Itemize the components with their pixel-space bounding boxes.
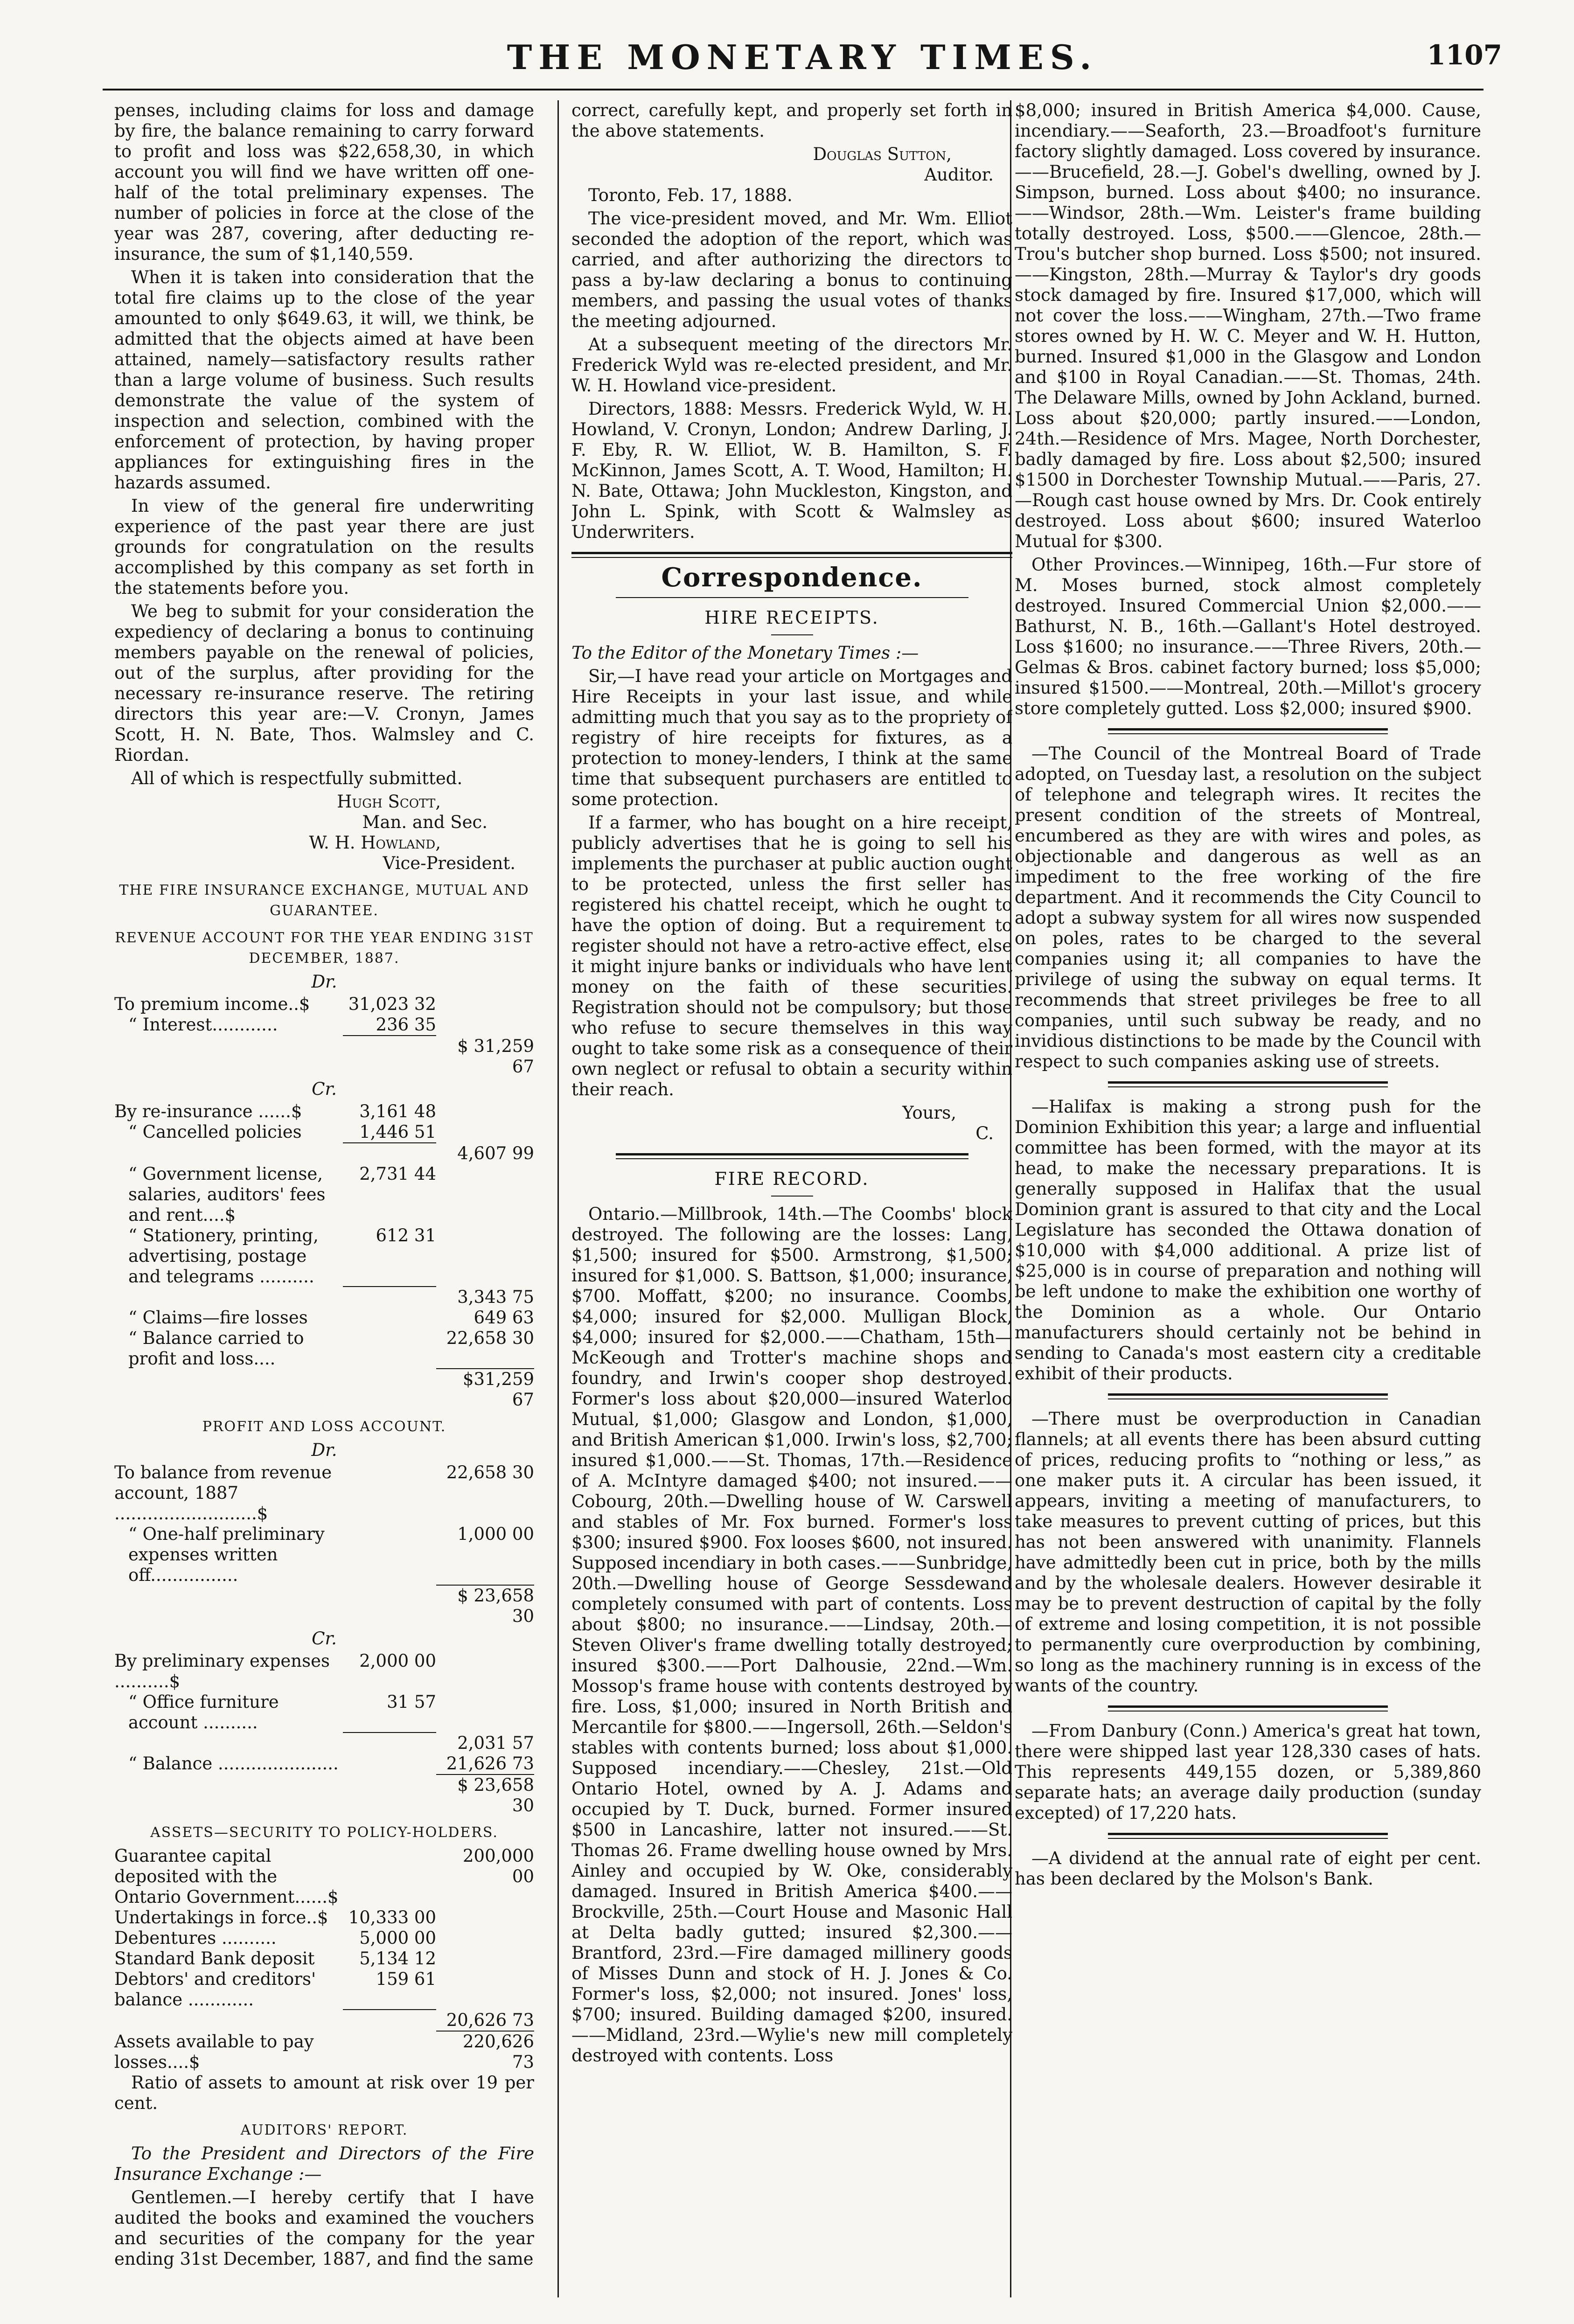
section-rule <box>1108 1833 1388 1839</box>
paragraph: —Halifax is making a strong push for the Dominion Exhibition this year; a large and influential committee has been formed, with the mayor at its head, to make the necessary preparations. It is generally supposed in Halifax that the usual Dominion grant is assured to that city and the Local Legislature has seconded the Ottawa donation of $10,000 with $4,000 additional. A prize list of $25,000 is in course of preparation and nothing will be left undone to make the exhibition one worthy of the Dominion as a whole. Our Ontario manufacturers should certainly not be behind in sending to Canada's most eastern city a creditable exhibit of their products. <box>1015 1097 1481 1384</box>
short-rule <box>771 1196 813 1197</box>
paragraph: —There must be overproduction in Canadian flannels; at all events there has been absurd cutting of prices, reducing profits to “nothing or less,” as one maker puts it. A circular has been issued, it appears, inviting a meeting of manufacturers, to take measures to prevent cutting of prices, but this has not been answered with unanimity. Flannels have admittedly been cut in price, both by the mills and by the wholesale dealers. However desirable it may be to prevent destruction of capital by the folly of extreme and losing competition, it is not possible to permanently cure overproduction by combining, so long as the machinery running is in excess of the wants of the country. <box>1015 1409 1481 1696</box>
masthead <box>103 33 1502 98</box>
signatory-name: W. H. Howland, <box>309 833 441 853</box>
column-divider <box>557 100 559 2297</box>
short-rule <box>771 634 813 635</box>
debit-label: Dr. <box>311 972 337 992</box>
account-row: $ 23,658 30 <box>457 1586 534 1626</box>
assets-table <box>114 1846 534 2073</box>
closing: Yours, <box>902 1103 956 1123</box>
credit-label: Cr. <box>312 1079 337 1099</box>
page-number: 1107 <box>1427 39 1502 71</box>
paragraph: Sir,—I have read your article on Mortgages and Hire Receipts in your last issue, and while admitting much that you say as to the propriety of registry of hire receipts for fixtures, as a protection to money-lenders, I think at the same time that subsequent purchasers are entitled to some protection. <box>571 666 1012 809</box>
account-row: To balance from revenue account, 1887 ..........................$ 22,658 30 <box>114 1462 534 1524</box>
account-row: Undertakings in force..$ 10,333 00 <box>114 1907 436 1927</box>
address-line: To the Editor of the Monetary Times :— <box>571 643 919 663</box>
account-row: “ Balance ...................... 21,626 73 <box>114 1753 534 1775</box>
section-rule <box>616 597 968 598</box>
account-row: “ Government license, salaries, auditors' fees and rent....$ 2,731 44 <box>128 1164 436 1225</box>
paragraph: —A dividend at the annual rate of eight per cent. has been declared by the Molson's Bank. <box>1015 1848 1481 1889</box>
signatory-name: Douglas Sutton, <box>813 144 952 164</box>
section-caption: PROFIT AND LOSS ACCOUNT. <box>202 1419 446 1435</box>
account-row: By re-insurance ......$ 3,161 48 <box>114 1101 436 1121</box>
account-row: “ Balance carried to profit and loss.... 22,658 30 <box>128 1328 534 1369</box>
account-row: “ Cancelled policies 1,446 51 <box>114 1122 534 1143</box>
paragraph: correct, carefully kept, and properly set forth in the above statements. <box>571 100 1012 141</box>
paragraph: Other Provinces.—Winnipeg, 16th.—Fur store of M. Moses burned, stock almost completely destroyed. Insured Commercial Union $2,000.——Bathurst, N. B., 16th.—Gallant's Hotel destroyed. Loss $1600; no insurance.——Three Rivers, 20th.—Gelmas & Bros. cabinet factory burned; loss $5,000; insured $1500.——Montreal, 20th.—Millot's grocery store completely gutted. Loss $2,000; insured $900. <box>1015 555 1481 718</box>
section-rule <box>616 1153 968 1159</box>
paragraph: Ontario.—Millbrook, 14th.—The Coombs' block destroyed. The following are the losses: Lang, $1,500; insured for $500. Armstrong, $1,500; insured for $1,000. S. Battson, $1,000; insurance, $700. Moffatt, $200; no insurance. Coombs, $4,000; insured for $2,000. Mulligan Block, $4,000; insured for $2,000.——Chatham, 15th—McKeough and Trotter's machine shops and foundry, and Irwin's cooper shop destroyed. Former's loss about $20,000—insured Waterloo Mutual, $1,000; Glasgow and London, $1,000, and British American $1,000. Irwin's loss, $2,700; insured $1,000.——St. Thomas, 17th.—Residence of A. McIntyre damaged $400; not insured.——Cobourg, 20th.—Dwelling house of W. Carswell and stables of Mr. Fox burned. Former's loss $300; insured $900. Fox looses $600, not insured. Supposed incendiary in both cases.——Sunbridge, 20th.—Dwelling house of George Sessdewand completely consumed with part of contents. Loss about $800; no insurance.——Lindsay, 20th.—Steven Oliver's frame dwelling totally destroyed; insured $300.——Port Dalhousie, 22nd.—Wm. Mossop's frame house with contents destroyed by fire. Loss, $1,000; insured in North British and Mercantile for $800.——Ingersoll, 26th.—Seldon's stables with contents burned; loss about $1,000. Supposed incendiary.——Chesley, 21st.—Old Ontario Hotel, owned by A. J. Adams and occupied by T. Duck, burned. Former insured $500 in Lancashire, latter not insured.——St. Thomas 26. Frame dwelling house owned by Mrs. Ainley and occupied by W. Oke, considerably damaged. Insured in British America $400.——Brockville, 25th.—Court House and Masonic Hall at Delta badly gutted; insured $2,300.——Brantford, 23rd.—Fire damaged millinery goods of Misses Dunn and stock of H. J. Jones & Co. Former's loss, $2,000; not insured. Jones' loss, $700; insured. Building damaged $200, insured.——Midland, 23rd.—Wylie's new mill completely destroyed with contents. Loss <box>571 1204 1012 2066</box>
revenue-credit-table <box>114 1101 534 1410</box>
paragraph: Gentlemen.—I hereby certify that I have audited the books and examined the vouchers and securities of the company for the year ending 31st December, 1887, and find the same <box>114 2187 534 2269</box>
account-row: $ 23,658 30 <box>457 1775 534 1816</box>
signature <box>571 1103 994 1144</box>
paragraph: —From Danbury (Conn.) America's great hat town, there were shipped last year 128,330 cases of hats. This represents 449,155 dozen, or 5,389,860 separate hats; an average daily production (sunday excepted) of 17,220 hats. <box>1015 1721 1481 1823</box>
account-row: $31,259 67 <box>462 1369 534 1410</box>
account-row: Guarantee capital deposited with the Ontario Government......$ 200,000 00 <box>114 1846 534 1907</box>
section-rule <box>1108 1393 1388 1399</box>
paragraph: —The Council of the Montreal Board of Trade adopted, on Tuesday last, a resolution on the subject of telephone and telegraph wires. It recites the present condition of the streets of Montreal, encumbered as they are with wires and poles, as objectionable and dangerous as well as an impediment to the free working of the fire department. And it recommends the City Council to adopt a subway system for all wires now suspended on poles, rates to be charged to the several companies using it; all companies to have the privilege of using the subway on equal terms. It recommends that street privileges be free to all companies, until such subway be ready, and no invidious distinctions to be made by the Council with respect to such companies asking use of streets. <box>1015 744 1481 1072</box>
debit-label: Dr. <box>311 1440 337 1460</box>
header-rule <box>103 89 1483 90</box>
correspondence-heading: Correspondence. <box>661 562 923 593</box>
profit-loss-debit-table <box>114 1462 534 1627</box>
account-row: “ One-half preliminary expenses written off................ 1,000 00 <box>128 1524 534 1585</box>
account-row: $ 31,259 67 <box>457 1036 534 1077</box>
section-rule <box>1108 1705 1388 1712</box>
account-row: By preliminary expenses ..........$ 2,000 00 <box>114 1651 436 1691</box>
section-rule <box>1108 728 1388 734</box>
account-row: Debentures .......... 5,000 00 <box>114 1928 436 1948</box>
section-caption: AUDITORS' REPORT. <box>240 2122 408 2138</box>
account-row: “ Stationery, printing, advertising, postage and telegrams .......... 612 31 <box>128 1225 436 1287</box>
paragraph: When it is taken into consideration that the total fire claims up to the close of the year amounted to only $649.63, it will, we think, be admitted that the objects aimed at have been attained, namely—satisfactory results rather than a large volume of business. Such results demonstrate the value of the system of inspection and selection, combined with the enforcement of protection, by having proper appliances for extinguishing fires in the hazards assumed. <box>114 267 534 493</box>
signatory-title: Auditor. <box>924 165 994 185</box>
dateline: Toronto, Feb. 17, 1888. <box>588 185 793 205</box>
account-row: 4,607 99 <box>457 1143 534 1163</box>
initial: C. <box>975 1123 994 1143</box>
address-line: To the President and Directors of the Fire Insurance Exchange :— <box>114 2143 534 2184</box>
account-row: To premium income..$ 31,023 32 <box>114 994 436 1014</box>
paragraph: $8,000; insured in British America $4,000. Cause, incendiary.——Seaforth, 23.—Broadfoot's furniture factory slightly damaged. Loss covered by insurance.——Brucefield, 28.—J. Gobel's dwelling, owned by J. Simpson, burned. Loss about $400; no insurance.——Windsor, 28th.—Wm. Leister's frame building totally destroyed. Loss, $500.——Glencoe, 28th.—Trou's butcher shop burned. Loss $500; not insured.——Kingston, 28th.—Murray & Taylor's dry goods stock damaged by fire. Insured $17,000, which will not cover the loss.——Wingham, 27th.—Two frame stores owned by H. W. C. Meyer and W. H. Hutton, burned. Insured $1,000 in the Glasgow and London and $100 in Royal Canadian.——St. Thomas, 24th. The Delaware Mills, owned by John Ackland, burned. Loss about $20,000; partly insured.——London, 24th.—Residence of Mrs. Magee, North Dorchester, badly damaged by fire. Loss about $2,500; insured $1500 in Dorchester Township Mutual.——Paris, 27.—Rough cast house owned by Mrs. Dr. Cook entirely destroyed. Loss about $600; insured Waterloo Mutual for $300. <box>1015 100 1481 551</box>
paragraph: We beg to submit for your consideration the expediency of declaring a bonus to continuing members payable on the renewal of policies, out of the surplus, after providing for the necessary re-insurance reserve. The retiring directors this year are:—V. Cronyn, James Scott, H. N. Bate, Thos. Walmsley and C. Riordan. <box>114 601 534 765</box>
account-row: 20,626 73 <box>114 2010 534 2032</box>
signatory-title: Vice-President. <box>383 853 515 873</box>
account-row: 2,031 57 <box>457 1733 534 1753</box>
profit-loss-credit-table <box>114 1651 534 1816</box>
paragraph: In view of the general fire underwriting experience of the past year there are just grounds for congratulation on the results accomplished by this company as set forth in the statements before you. <box>114 496 534 598</box>
article-heading: FIRE RECORD. <box>714 1169 870 1189</box>
credit-label: Cr. <box>312 1628 337 1649</box>
paragraph: All of which is respectfully submitted. <box>131 768 463 788</box>
account-row: Debtors' and creditors' balance ............ 159 61 <box>114 1969 436 2010</box>
newspaper-title: THE MONETARY TIMES. <box>507 37 1098 77</box>
paragraph: Directors, 1888: Messrs. Frederick Wyld, W. H. Howland, V. Cronyn, London; Andrew Darling, J. F. Eby, R. W. Elliot, W. B. Hamilton, S. F. McKinnon, James Scott, A. T. Wood, Hamilton; H. N. Bate, Ottawa; John Muckleston, Kingston, and John L. Spink, with Scott & Walmsley as Underwriters. <box>571 399 1012 542</box>
section-caption: ASSETS—SECURITY TO POLICY-HOLDERS. <box>150 1824 498 1841</box>
paragraph: penses, including claims for loss and damage by fire, the balance remaining to carry forward to profit and loss was $22,658,30, in which account you will find we have written off one-half of the total preliminary expenses. The number of policies in force at the close of the year was 287, covering, after deducting re-insurance, the sum of $1,140,559. <box>114 100 534 264</box>
paragraph: The vice-president moved, and Mr. Wm. Elliot seconded the adoption of the report, which was carried, and after authorizing the directors to pass a by-law declaring a bonus to continuing members, and passing the usual votes of thanks the meeting adjourned. <box>571 209 1012 331</box>
section-caption: THE FIRE INSURANCE EXCHANGE, MUTUAL AND GUARANTEE. <box>119 882 529 919</box>
signatory-name: Hugh Scott, <box>337 792 441 812</box>
revenue-debit-table <box>114 994 534 1077</box>
signature <box>114 792 515 874</box>
signature <box>571 144 994 185</box>
account-row: “ Claims—fire losses 649 63 <box>128 1308 534 1328</box>
column-1 <box>114 100 534 2297</box>
paragraph: At a subsequent meeting of the directors Mr. Frederick Wyld was re-elected president, and Mr. W. H. Howland vice-president. <box>571 334 1012 396</box>
section-rule <box>571 552 1012 558</box>
section-rule <box>1108 1081 1388 1087</box>
account-row: “ Interest............ 236 35 <box>114 1015 534 1036</box>
account-row: Assets available to pay losses....$ 220,626 73 <box>114 2032 534 2072</box>
account-row: 3,343 75 <box>457 1287 534 1307</box>
paragraph: If a farmer, who has bought on a hire receipt, publicly advertises that he is going to sell his implements the purchaser at public auction ought to be protected, unless the first seller has registered his chattel receipt, which he ought to have the option of doing. But a requirement to register should not have a retro-active effect, else it might injure banks or individuals who have lent money on the faith of these securities. Registration should not be compulsory; but those who refuse to secure themselves in this way ought to take some risk as a consequence of their own neglect or refusal to obtain a security within their reach. <box>571 813 1012 1099</box>
column-2 <box>571 100 1012 2297</box>
column-3 <box>1015 100 1481 2297</box>
article-heading: HIRE RECEIPTS. <box>704 607 879 628</box>
paragraph: Ratio of assets to amount at risk over 19 per cent. <box>114 2073 534 2113</box>
section-caption: REVENUE ACCOUNT FOR THE YEAR ENDING 31ST DECEMBER, 1887. <box>115 930 534 967</box>
account-row: Standard Bank deposit 5,134 12 <box>114 1948 436 1969</box>
account-row: “ Office furniture account .......... 31 57 <box>128 1692 436 1733</box>
signatory-title: Man. and Sec. <box>362 812 488 832</box>
